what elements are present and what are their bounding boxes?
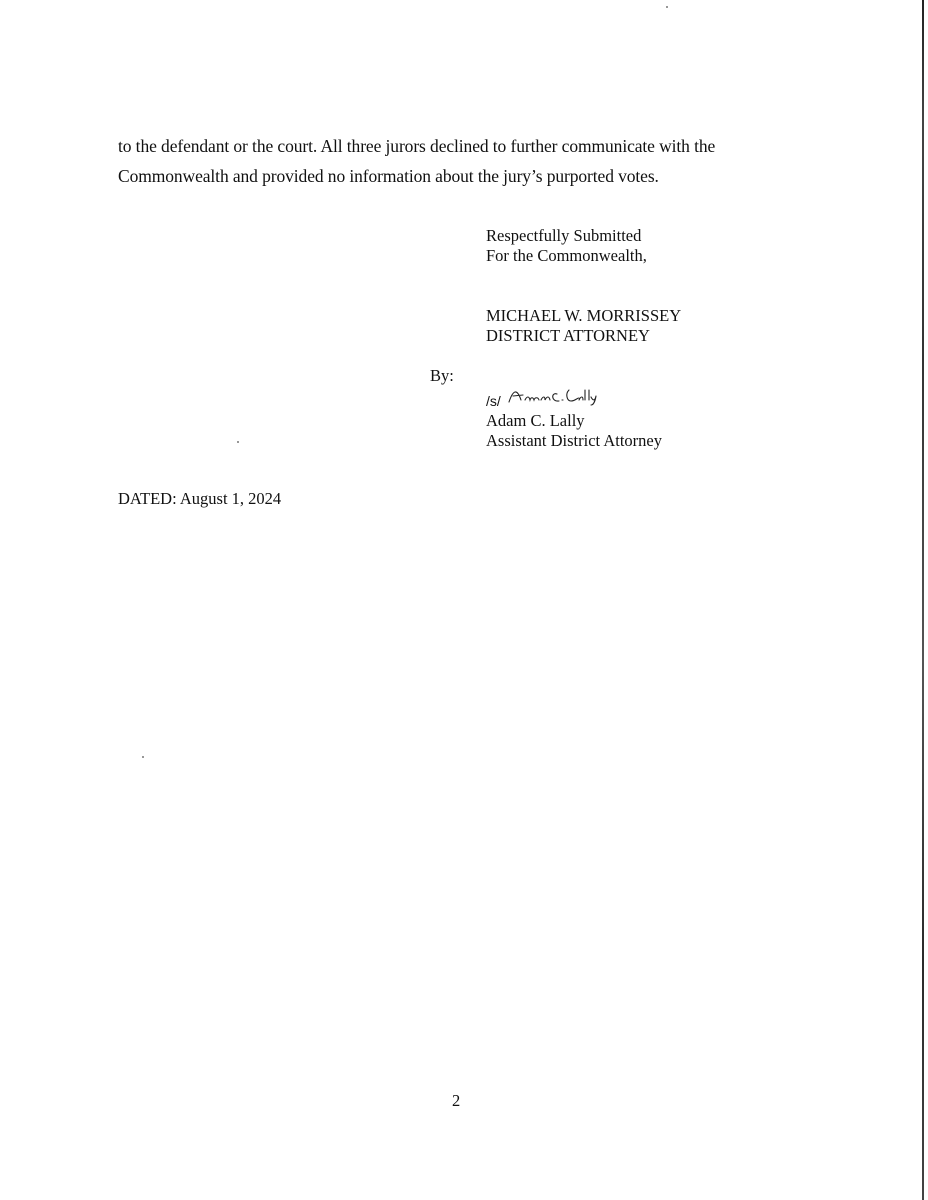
district-attorney-block: [486, 306, 681, 346]
closing-line-1: Respectfully Submitted: [486, 226, 642, 245]
scan-speck: [237, 441, 239, 443]
dated-line: DATED: August 1, 2024: [118, 489, 282, 508]
closing-block: [486, 226, 647, 266]
signature-line: [486, 386, 662, 411]
scan-speck: [666, 6, 668, 8]
closing-line-2: For the Commonwealth,: [486, 246, 647, 265]
scan-speck: [142, 756, 144, 758]
district-attorney-title: DISTRICT ATTORNEY: [486, 326, 650, 345]
signature-prefix: /s/: [486, 393, 501, 409]
district-attorney-name: MICHAEL W. MORRISSEY: [486, 306, 682, 325]
page-number: 2: [452, 1091, 461, 1110]
body-line-2: Commonwealth and provided no information about the jury’s purported votes.: [118, 166, 659, 186]
scan-edge-line: [922, 0, 924, 1200]
body-line-1: to the defendant or the court. All three jurors declined to further communicate with the: [118, 136, 716, 156]
signer-title: Assistant District Attorney: [486, 431, 662, 450]
handwritten-signature: [507, 386, 603, 406]
signer-name: Adam C. Lally: [486, 411, 585, 430]
signature-block: [486, 386, 662, 451]
by-label: By:: [430, 366, 454, 385]
body-paragraph: [118, 131, 758, 191]
